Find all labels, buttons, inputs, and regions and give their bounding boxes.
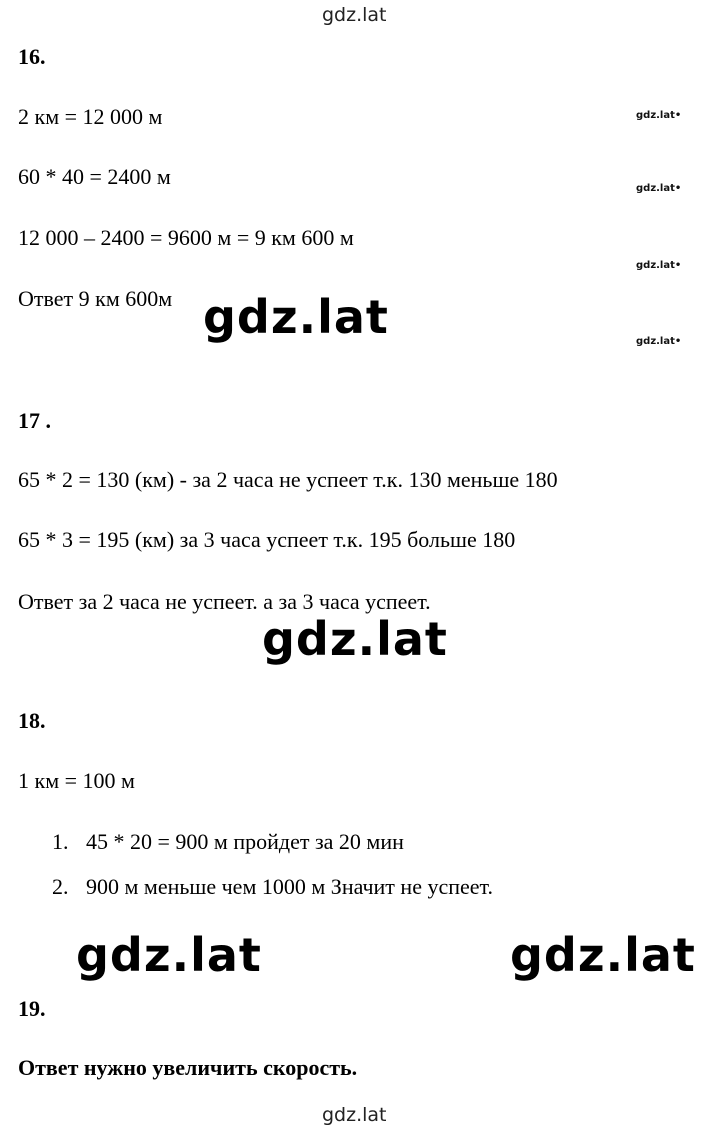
- watermark-bottom: gdz.lat: [322, 1104, 387, 1126]
- task-16-line-3: 12 000 – 2400 = 9600 м = 9 км 600 м: [18, 225, 354, 250]
- task-19-heading: 19.: [18, 996, 46, 1021]
- task-16-answer: Ответ 9 км 600м: [18, 286, 173, 311]
- task-18-heading: 18.: [18, 708, 46, 733]
- task-19-answer: Ответ нужно увеличить скорость.: [18, 1055, 358, 1080]
- list-item-text: 45 * 20 = 900 м пройдет за 20 мин: [86, 829, 404, 854]
- task-16-line-2: 60 * 40 = 2400 м: [18, 164, 171, 189]
- task-17-line-1: 65 * 2 = 130 (км) - за 2 часа не успеет т.к. 130 меньше 180: [18, 467, 558, 492]
- task-18-item-1: [52, 829, 404, 855]
- list-item-text: 900 м меньше чем 1000 м Значит не успеет.: [86, 874, 493, 899]
- watermark-big-4: gdz.lat: [510, 928, 696, 982]
- task-16-heading: 16.: [18, 44, 46, 69]
- task-17-answer: Ответ за 2 часа не успеет. а за 3 часа успеет.: [18, 589, 431, 614]
- watermark-top: gdz.lat: [322, 4, 387, 26]
- watermark-big-2: gdz.lat: [262, 612, 448, 666]
- task-18-item-2: [52, 874, 493, 900]
- task-17-line-2: 65 * 3 = 195 (км) за 3 часа успеет т.к. 195 больше 180: [18, 527, 516, 552]
- watermark-big-1: gdz.lat: [203, 290, 389, 344]
- watermark-small-1: gdz.lat•: [636, 110, 682, 121]
- watermark-big-3: gdz.lat: [76, 928, 262, 982]
- list-number: 1.: [52, 829, 69, 854]
- watermark-small-3: gdz.lat•: [636, 260, 682, 271]
- task-16-line-1: 2 км = 12 000 м: [18, 104, 163, 129]
- list-number: 2.: [52, 874, 69, 899]
- task-18-intro: 1 км = 100 м: [18, 768, 135, 793]
- watermark-small-2: gdz.lat•: [636, 183, 682, 194]
- task-17-heading: 17 .: [18, 408, 51, 433]
- watermark-small-4: gdz.lat•: [636, 336, 682, 347]
